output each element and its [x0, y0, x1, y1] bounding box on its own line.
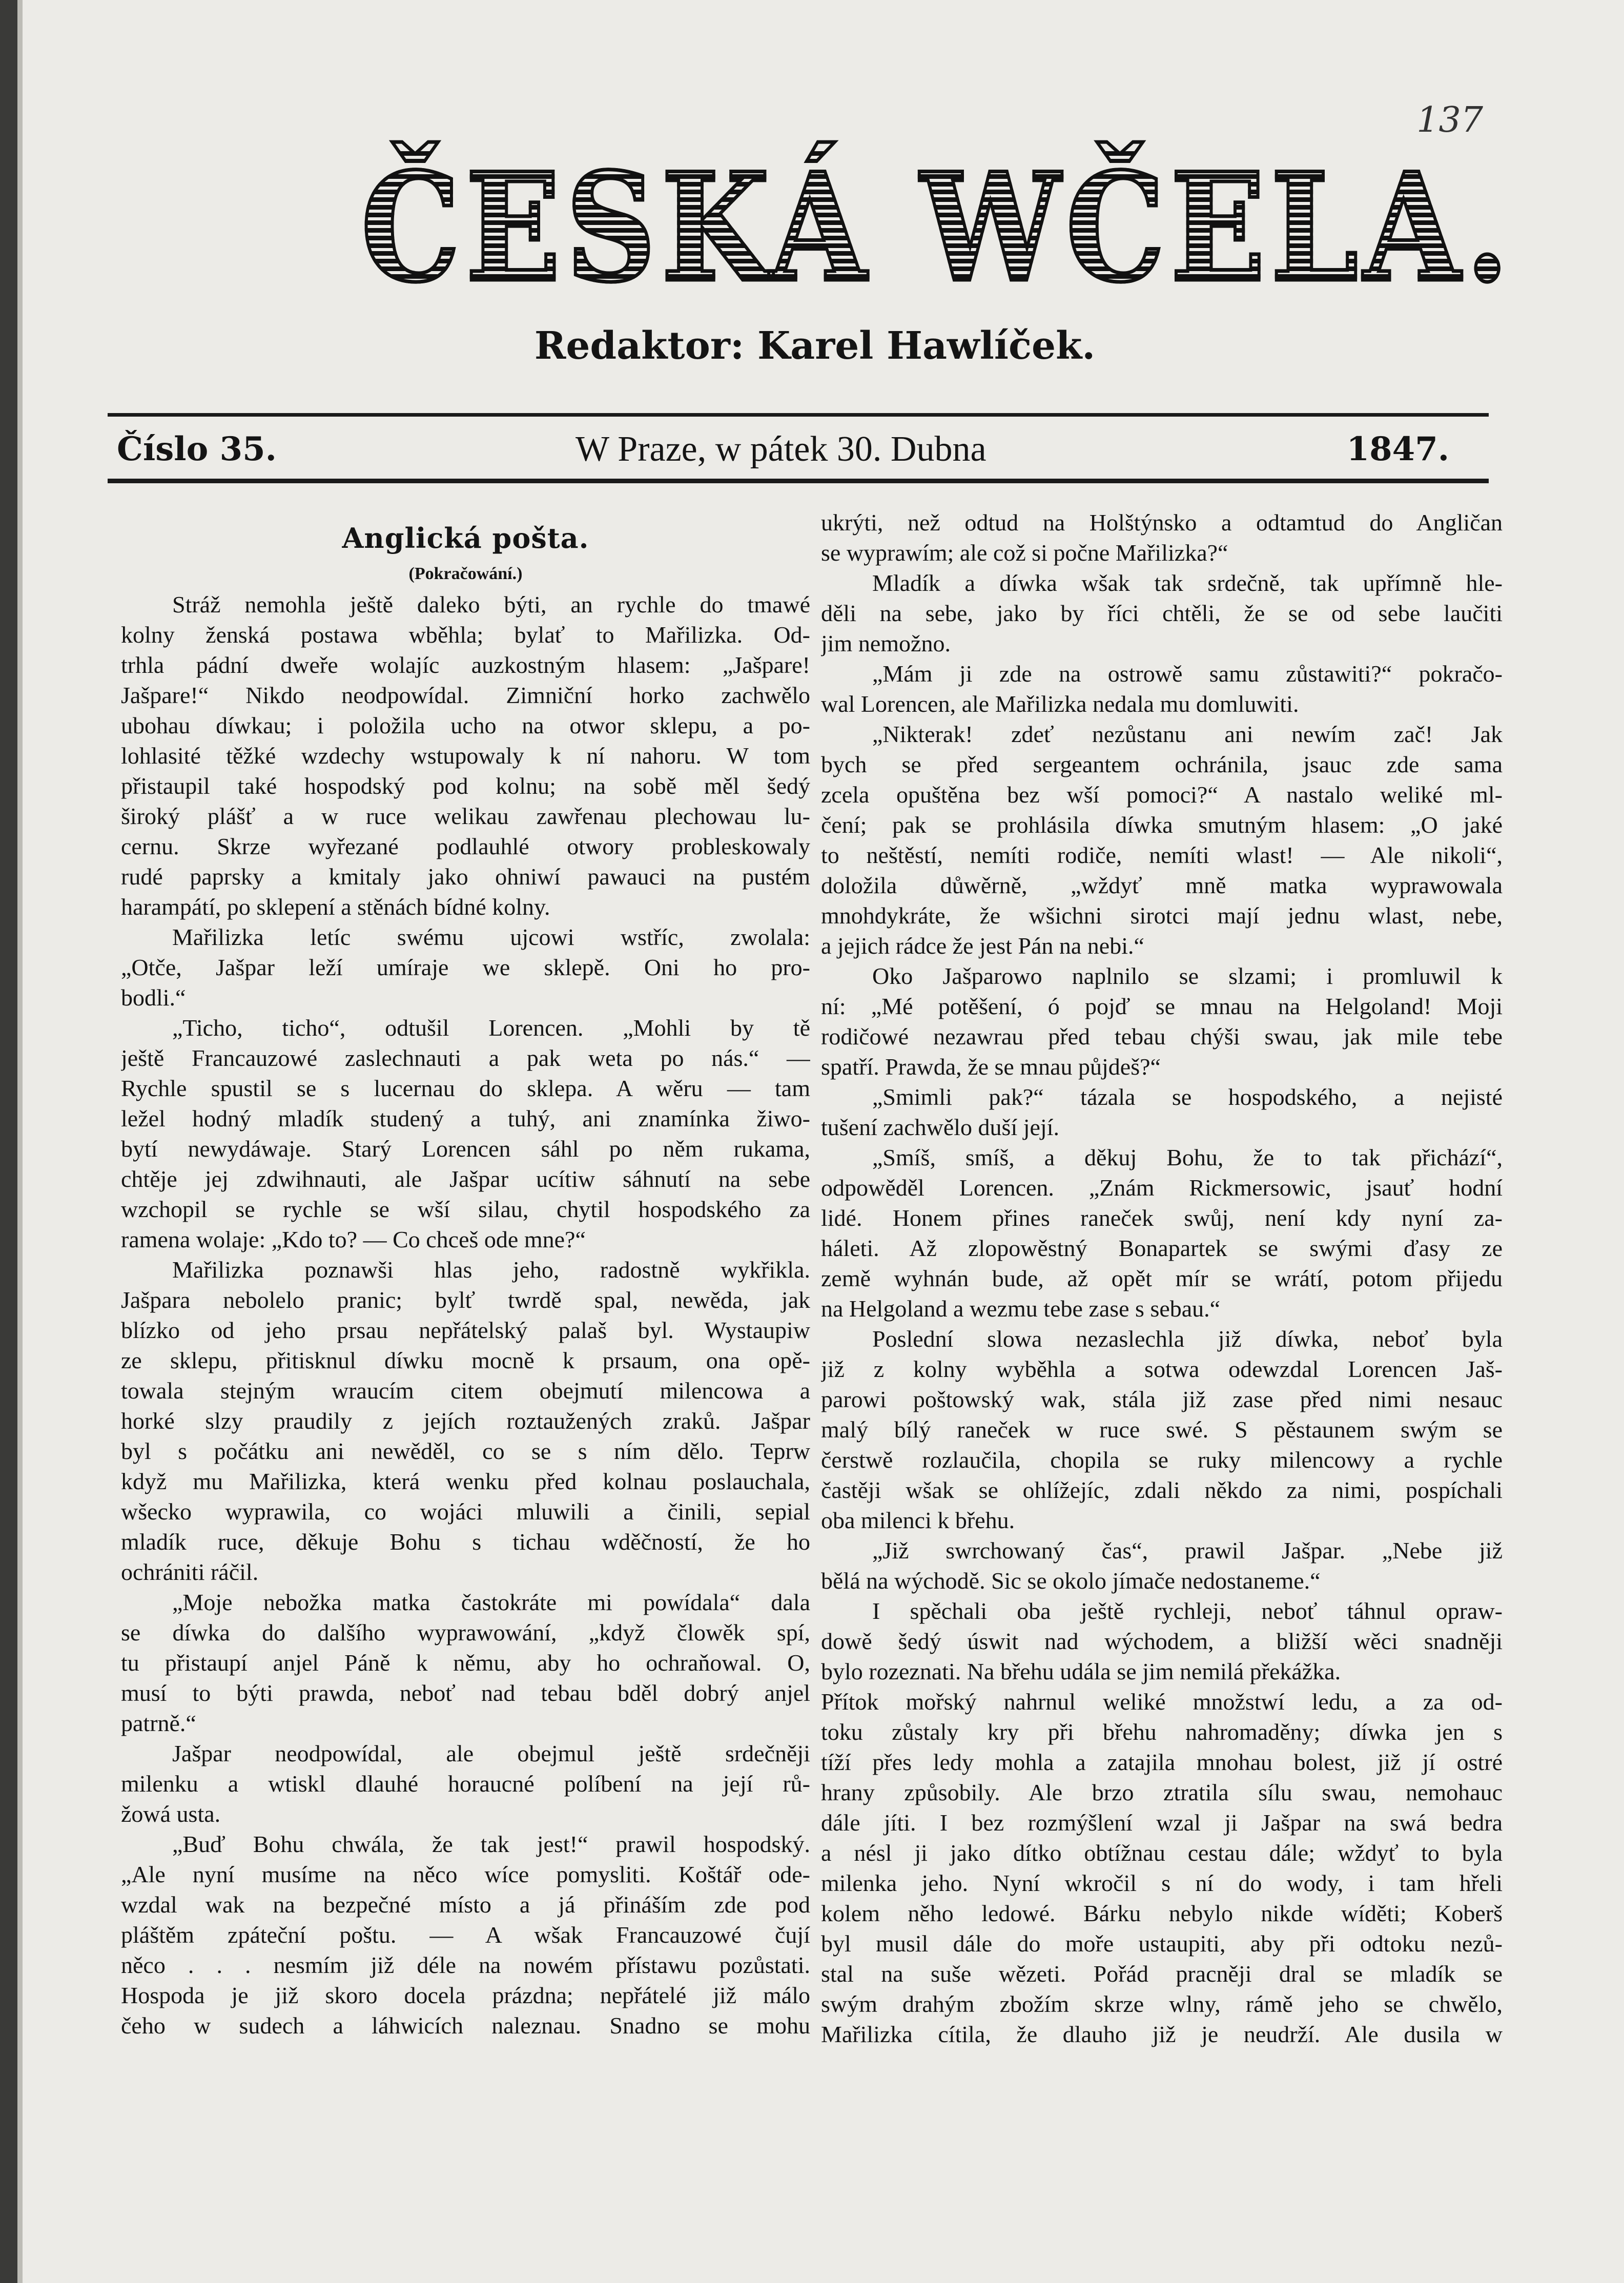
text-line: děli na sebe, jako by říci chtěli, že se od sebe laučiti — [821, 600, 1503, 626]
text-line: bělá na wýchodě. Sic se okolo jímače nedostaneme.“ — [821, 1568, 1321, 1594]
text-line: ukrýti, než odtud na Holštýnsko a odtamtud do Angličan — [821, 509, 1503, 536]
text-line: toku zůstaly kry při břehu nahromaděny; díwka jen s — [821, 1719, 1503, 1745]
text-line: něco . . . nesmím již déle na nowém přístawu pozůstati. — [121, 1952, 810, 1978]
text-line: Jašpara nebolelo pranic; bylť twrdě spal, newěda, jak — [121, 1287, 810, 1313]
text-line: Mařilizka cítila, že dlauho již je neudrží. Ale dusila w — [821, 2021, 1503, 2047]
text-line: čení; pak se prohlásila díwka smutným hlasem: „O jaké — [821, 812, 1503, 838]
text-line: byl s počátku ani newěděl, co se s ním dělo. Teprw — [121, 1438, 810, 1464]
text-line: „Moje nebožka matka častokráte mi powídala“ dala — [172, 1589, 810, 1615]
text-line: hrany způsobily. Ale brzo ztratila sílu swau, nemohauc — [821, 1779, 1503, 1805]
text-line: doložila důwěrně, „wždyť mně matka wyprawowala — [821, 872, 1503, 898]
header-rule-bottom — [108, 479, 1489, 483]
text-line: již z kolny wyběhla a sotwa odewzdal Lorencen Jaš- — [821, 1356, 1503, 1382]
text-line: bylo rozeznati. Na břehu udála se jim nemilá překážka. — [821, 1658, 1341, 1684]
text-line: tušení zachwělo duší její. — [821, 1114, 1059, 1140]
text-line: to neštěstí, nemíti rodiče, nemíti wlast! — Ale nikoli“, — [821, 842, 1503, 868]
text-line: towala stejným wraucím citem obejmutí milencowa a — [121, 1377, 810, 1404]
text-line: jim nemožno. — [821, 630, 951, 656]
text-line: dowě šedý úswit nad wýchodem, a bližší wěci snadněji — [821, 1628, 1503, 1654]
editor-line: Redaktor: Karel Hawlíček. — [534, 324, 1096, 368]
text-line: harampátí, po sklepení a stěnách bídné kolny. — [121, 894, 550, 920]
text-line: se díwka do dalšího wyprawowání, „když člowěk spí, — [121, 1619, 810, 1646]
text-line: patrně.“ — [121, 1710, 196, 1736]
text-line: wzchopil se rychle se wší silau, chytil hospodského za — [121, 1196, 810, 1222]
text-line: ubohau díwkau; i položila ucho na otwor sklepu, a po- — [121, 712, 810, 738]
text-line: Hospoda je již skoro docela prázdna; nepřátelé již málo — [121, 1982, 810, 2008]
right-column-text — [821, 507, 1503, 2049]
article-title: Anglická pošta. — [342, 522, 589, 554]
text-line: byl musil dále do moře ustaupiti, aby při odtoku nezů- — [821, 1930, 1503, 1957]
right-column — [821, 507, 1503, 2049]
left-column — [121, 507, 810, 2041]
book-spine-edge — [0, 0, 17, 2283]
text-line: Mladík a díwka wšak tak srdečně, tak upřímně hle- — [872, 570, 1503, 596]
text-line: tíží přes ledy mohla a zatajila mnohau bolest, již jí ostré — [821, 1749, 1503, 1775]
issue-line — [117, 421, 1449, 478]
text-line: wšecko wyprawila, co wojáci mluwili a činili, sepial — [121, 1498, 810, 1525]
text-line: žowá usta. — [121, 1801, 221, 1827]
text-line: a nésl ji jako dítko obtížnau cestau dále; wždyť to byla — [821, 1840, 1503, 1866]
text-line: mnohdykráte, že wšichni sirotci mají jednu wlast, nebe, — [821, 902, 1503, 929]
text-line: Mařilizka poznawši hlas jeho, radostně wykřikla. — [172, 1257, 810, 1283]
text-line: lidé. Honem přines raneček swůj, není kdy nyní za- — [821, 1205, 1503, 1231]
text-line: ní: „Mé potěšení, ó pojď se mnau na Helgoland! Moji — [821, 993, 1503, 1019]
text-line: ležel hodný mladík studený a tuhý, ani znamínka žiwo- — [121, 1105, 810, 1132]
text-line: ze sklepu, přitisknul díwku mocně k prsaum, ona opě- — [121, 1347, 810, 1373]
text-line: Oko Jašparowo naplnilo se slzami; i promluwil k — [872, 963, 1503, 989]
text-line: ramena wolaje: „Kdo to? — Co chceš ode mne?“ — [121, 1226, 586, 1252]
masthead — [251, 141, 1514, 315]
text-line: trhla pádní dweře wolajíc auzkostným hlasem: „Jašpare! — [121, 652, 810, 678]
text-line: horké slzy praudily z jejích roztaužených zraků. Jašpar — [121, 1408, 810, 1434]
text-line: Poslední slowa nezaslechla již díwka, neboť byla — [872, 1326, 1503, 1352]
text-line: bych se před sergeantem ochránila, jsauc zde sama — [821, 751, 1503, 777]
text-line: čeho w sudech a láhwicích naleznau. Snadno se mohu — [121, 2012, 810, 2039]
text-line: „Nikterak! zdeť nezůstanu ani newím zač! Jak — [872, 721, 1503, 747]
text-line: wzdal wak na bezpečné místo a já přináším zde pod — [121, 1891, 810, 1918]
issue-year: 1847. — [1346, 430, 1449, 468]
text-line: ochrániti ráčil. — [121, 1559, 259, 1585]
text-line: milenka jeho. Nyní wkročil s ní do wody, i tam hřeli — [821, 1870, 1503, 1896]
text-line: Jašpar neodpowídal, ale obejmul ještě srdečněji — [172, 1740, 810, 1766]
text-line: chtěje jej zdwihnauti, ale Jašpar ucítiw sáhnutí na sebe — [121, 1166, 810, 1192]
text-line: když mu Mařilizka, která wenku před kolnau poslauchala, — [121, 1468, 810, 1494]
text-line: milenku a wtiskl dlauhé horaucné políbení na její rů- — [121, 1771, 810, 1797]
text-line: musí to býti prawda, neboť nad tebau bděl dobrý anjel — [121, 1680, 810, 1706]
text-line: „Smimli pak?“ tázala se hospodského, a nejisté — [872, 1084, 1503, 1110]
text-line: přistaupil také hospodský pod kolnu; na sobě měl šedý — [121, 773, 810, 799]
text-line: parowi poštowský wak, stála již zase před nimi nesauc — [821, 1386, 1503, 1412]
issue-date: W Praze, w pátek 30. Dubna — [575, 429, 986, 469]
text-line: odpowěděl Lorencen. „Znám Rickmersowic, jsauť hodní — [821, 1175, 1503, 1201]
text-line: háleti. Až zlopowěstný Bonapartek se swými ďasy ze — [821, 1235, 1503, 1261]
text-line: malý bílý raneček w ruce swé. S pěstaunem swým se — [821, 1416, 1503, 1443]
text-line: „Mám ji zde na ostrowě samu zůstawiti?“ pokračo- — [872, 661, 1503, 687]
header-rule-top — [108, 413, 1489, 417]
text-line: wal Lorencen, ale Mařilizka nedala mu domluwiti. — [821, 691, 1299, 717]
text-line: rudé paprsky a kmitaly jako ohniwí pawauci na pustém — [121, 863, 810, 890]
text-line: „Buď Bohu chwála, že tak jest!“ prawil hospodský. — [172, 1831, 810, 1857]
text-line: země wyhnán bude, až opět mír se wrátí, potom přijedu — [821, 1265, 1503, 1291]
text-line: „Smíš, smíš, a děkuj Bohu, že to tak přichází“, — [872, 1144, 1503, 1170]
left-column-text — [121, 589, 810, 2041]
text-line: blízko od jeho prsau nepřátelský palaš byl. Wystaupiw — [121, 1317, 810, 1343]
text-line: „Ale nyní musíme na něco wíce pomysliti. Koštář ode- — [121, 1861, 810, 1887]
text-line: Mařilizka letíc swému ujcowi wstříc, zwolala: — [172, 924, 810, 950]
text-line: dále jíti. I bez rozmýšlení wzal ji Jašpar na swá bedra — [821, 1809, 1503, 1836]
text-line: Rychle spustil se s lucernau do sklepa. A wěru — tam — [121, 1075, 810, 1101]
text-line: kolem něho ledowé. Bárku nebylo nikde wíděti; Koberš — [821, 1900, 1503, 1926]
text-line: kolny ženská postawa wběhla; bylať to Mařilizka. Od- — [121, 622, 810, 648]
text-line: rodičowé nezawrau před tebau chýši swau, jak mile tebe — [821, 1023, 1503, 1050]
text-line: stal na suše wězeti. Pořád pracněji dral se mladík se — [821, 1961, 1503, 1987]
text-line: ještě Francauzowé zaslechnauti a pak weta po nás.“ — — [121, 1045, 810, 1071]
text-line: čerstwě rozlaučila, chopila se ruky milencowy a rychle — [821, 1447, 1503, 1473]
text-line: tu přistaupí anjel Páně k němu, aby ho ochraňowal. O, — [121, 1650, 810, 1676]
text-line: Přítok mořský nahrnul weliké množstwí ledu, a za od- — [821, 1689, 1503, 1715]
text-line: spatří. Prawda, že se mnau půjdeš?“ — [821, 1054, 1161, 1080]
text-line: se wyprawím; ale což si počne Mařilizka?“ — [821, 540, 1228, 566]
text-line: oba milenci k břehu. — [821, 1507, 1015, 1533]
text-line: na Helgoland a wezmu tebe zase s sebau.“ — [821, 1295, 1221, 1322]
text-line: a jejich rádce že jest Pán na nebi.“ — [821, 933, 1144, 959]
text-line: mladík ruce, děkuje Bohu s tichau wděčností, že ho — [121, 1529, 810, 1555]
page-number: 137 — [1416, 100, 1483, 140]
article-subtitle: (Pokračowání.) — [408, 564, 523, 583]
text-line: bodli.“ — [121, 984, 186, 1011]
text-line: pláštěm zpáteční poštu. — A wšak Francauzowé čují — [121, 1922, 810, 1948]
text-line: swým drahým zbožím skrze wlny, rámě jeho se chwělo, — [821, 1991, 1503, 2017]
text-line: bytí newydáwaje. Starý Lorencen sáhl po něm rukama, — [121, 1136, 810, 1162]
newspaper-title: ČESKÁ WČELA. — [361, 141, 1514, 315]
text-line: častěji wšak se ohlížejíc, zdali někdo za nimi, pospíchali — [821, 1477, 1503, 1503]
issue-number: Číslo 35. — [117, 430, 277, 468]
text-line: cernu. Skrze wyřezané podlauhlé otwory probleskowaly — [121, 833, 810, 859]
text-line: I spěchali oba ještě rychleji, neboť táhnul opraw- — [872, 1598, 1503, 1624]
text-line: zcela opuštěna bez wší pomoci?“ A nastalo weliké ml- — [821, 781, 1503, 808]
text-line: lohlasité těžké wzdechy wstupowaly k ní nahoru. W tom — [121, 743, 810, 769]
text-line: široký plášť a w ruce welikau zawřenau plechowau lu- — [121, 803, 810, 829]
text-line: Jašpare!“ Nikdo neodpowídal. Zimniční horko zachwělo — [121, 682, 810, 708]
text-line: „Ticho, ticho“, odtušil Lorencen. „Mohli by tě — [172, 1015, 810, 1041]
page-edge-shadow — [17, 0, 23, 2283]
text-line: „Již swrchowaný čas“, prawil Jašpar. „Nebe již — [872, 1537, 1503, 1564]
text-line: „Otče, Jašpar leží umíraje we sklepě. Oni ho pro- — [121, 954, 810, 980]
text-line: Stráž nemohla ještě daleko býti, an rychle do tmawé — [172, 591, 810, 618]
